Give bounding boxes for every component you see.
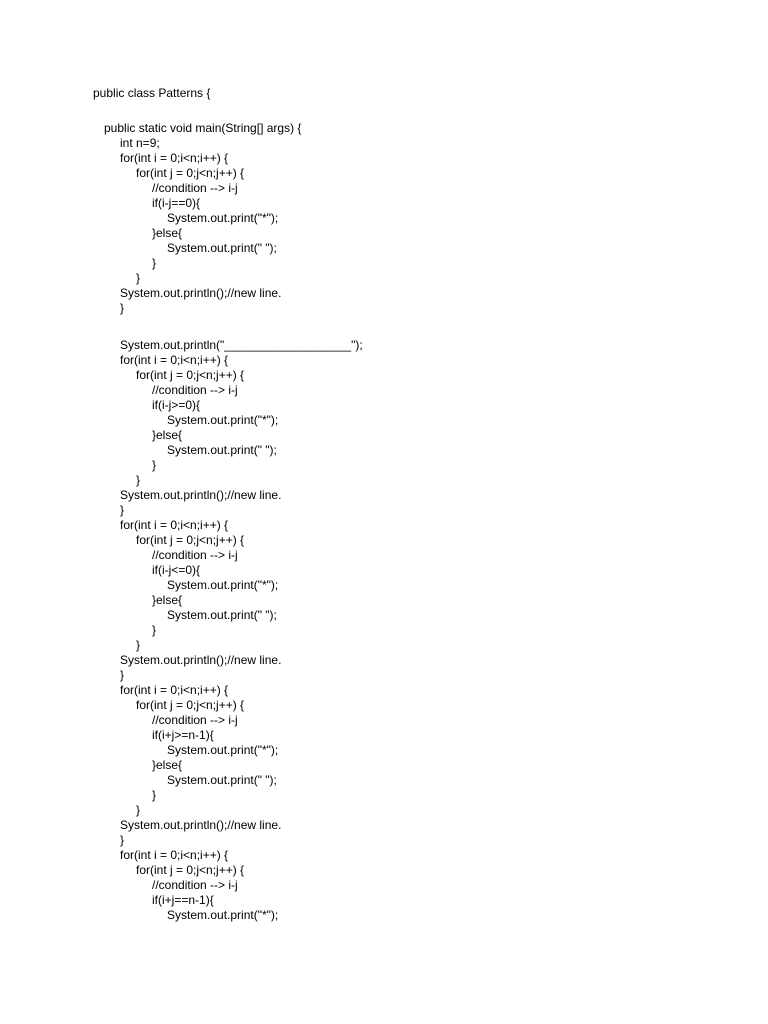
code-line: for(int j = 0;j<n;j++) { [136, 698, 245, 712]
code-line: } [136, 638, 141, 652]
code-line: System.out.print(" "); [167, 443, 277, 457]
code-line: System.out.print("*"); [167, 908, 279, 922]
code-line: } [120, 833, 125, 847]
code-line: }else{ [152, 428, 183, 442]
code-line: System.out.print("*"); [167, 743, 279, 757]
code-line: //condition --> i-j [152, 713, 238, 727]
code-line: } [152, 256, 157, 270]
code-line: if(i-j<=0){ [152, 563, 201, 577]
code-line: } [120, 668, 125, 682]
code-line: }else{ [152, 758, 183, 772]
code-line: int n=9; [120, 136, 160, 150]
code-line: if(i+j==n-1){ [152, 893, 214, 907]
code-line: }else{ [152, 226, 183, 240]
code-line: } [136, 803, 141, 817]
code-line: //condition --> i-j [152, 548, 238, 562]
code-line: //condition --> i-j [152, 878, 238, 892]
code-line: System.out.print(" "); [167, 773, 277, 787]
code-line: System.out.print("*"); [167, 211, 279, 225]
code-line: for(int i = 0;i<n;i++) { [120, 353, 229, 367]
code-line: for(int j = 0;j<n;j++) { [136, 863, 245, 877]
code-line: public class Patterns { [93, 86, 211, 100]
code-line: System.out.print(" "); [167, 241, 277, 255]
code-line: System.out.print("*"); [167, 578, 279, 592]
code-line: System.out.println("___________________"); [120, 338, 363, 352]
code-line: System.out.println();//new line. [120, 653, 282, 667]
code-line: } [152, 623, 157, 637]
code-line: }else{ [152, 593, 183, 607]
code-line: for(int i = 0;i<n;i++) { [120, 151, 229, 165]
code-line: System.out.print(" "); [167, 608, 277, 622]
code-line: //condition --> i-j [152, 383, 238, 397]
code-line: } [152, 458, 157, 472]
code-line: } [136, 271, 141, 285]
code-line: //condition --> i-j [152, 181, 238, 195]
code-line: if(i+j>=n-1){ [152, 728, 214, 742]
code-line: System.out.println();//new line. [120, 818, 282, 832]
code-line: } [120, 301, 125, 315]
code-line: } [152, 788, 157, 802]
code-line: for(int i = 0;i<n;i++) { [120, 848, 229, 862]
code-line: if(i-j==0){ [152, 196, 201, 210]
code-line: } [136, 473, 141, 487]
code-line: } [120, 503, 125, 517]
code-line: System.out.println();//new line. [120, 286, 282, 300]
code-line: for(int j = 0;j<n;j++) { [136, 166, 245, 180]
code-line: for(int i = 0;i<n;i++) { [120, 683, 229, 697]
code-line: for(int i = 0;i<n;i++) { [120, 518, 229, 532]
code-line: System.out.println();//new line. [120, 488, 282, 502]
code-line: System.out.print("*"); [167, 413, 279, 427]
code-line: for(int j = 0;j<n;j++) { [136, 533, 245, 547]
code-line: for(int j = 0;j<n;j++) { [136, 368, 245, 382]
code-line: if(i-j>=0){ [152, 398, 201, 412]
code-line: public static void main(String[] args) { [104, 121, 302, 135]
